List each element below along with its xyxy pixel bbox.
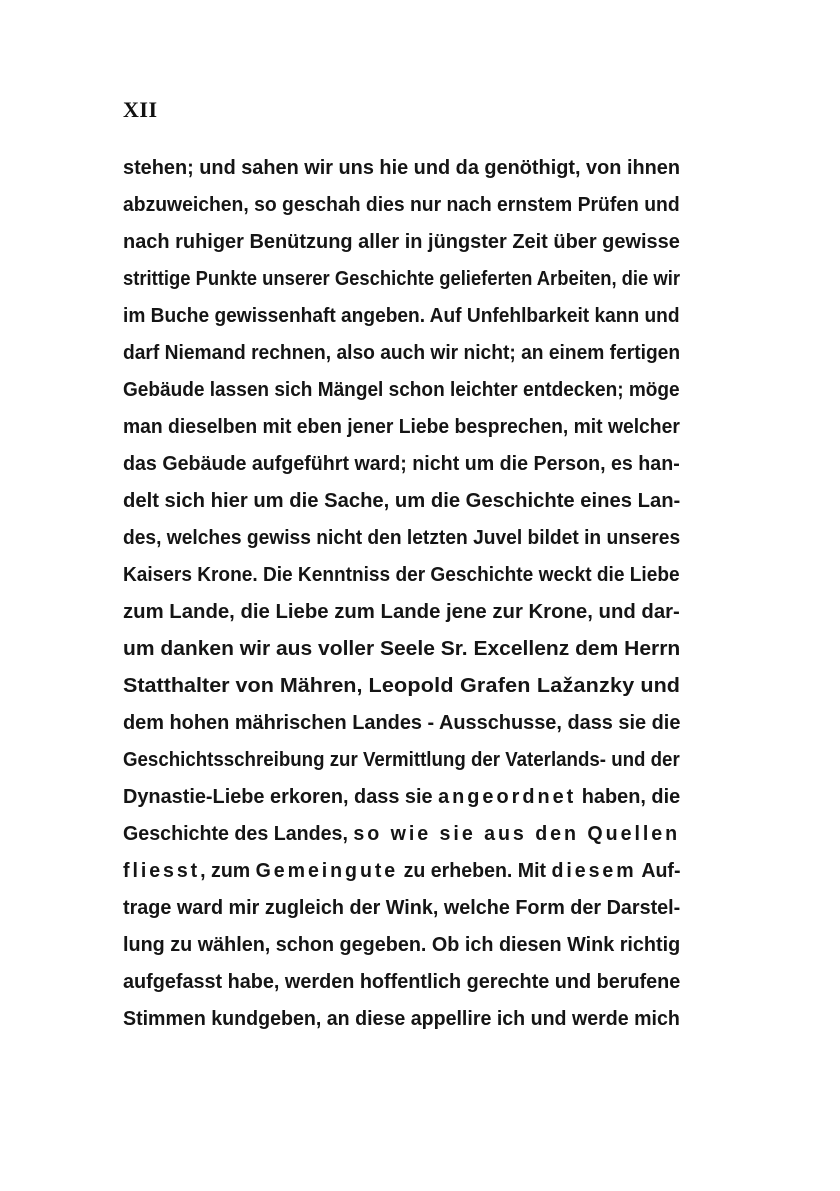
text-line: darf Niemand rechnen, also auch wir nicht; an einem fertigen [123, 342, 681, 364]
text-line: nach ruhiger Benützung aller in jüngster Zeit über gewisse [123, 231, 680, 253]
line-segment: und [634, 675, 680, 697]
line-segment: Statthalter von Mähren, [123, 675, 369, 697]
line-segment: , zum [200, 860, 256, 882]
text-line: man dieselben mit eben jener Liebe besprechen, mit welcher [123, 416, 680, 438]
text-line-spaced [123, 779, 680, 816]
text-line: trage ward mir zugleich der Wink, welche Form der Darstel- [123, 897, 681, 919]
text-line: des, welches gewiss nicht den letzten Juvel bildet in unseres [123, 527, 681, 549]
person-name: Leopold Grafen Lažanzky [368, 675, 635, 697]
line-segment: Dynastie-Liebe erkoren, dass sie [123, 786, 439, 808]
text-line: strittige Punkte unserer Geschichte gelieferten Arbeiten, die wir [123, 268, 681, 290]
emphasis-spaced: Gemeingute [255, 860, 399, 882]
text-line: das Gebäude aufgeführt ward; nicht um die Person, es han- [123, 453, 680, 475]
text-line: dem hohen mährischen Landes - Ausschusse, dass sie die [123, 712, 681, 734]
line-segment: zu erheben. Mit [398, 860, 552, 882]
text-line: um danken wir aus voller Seele Sr. Excellenz dem Herrn [123, 638, 681, 660]
text-line: Geschichtsschreibung zur Vermittlung der Vaterlands- und der [123, 749, 680, 771]
text-line-with-name [123, 668, 680, 705]
body-text [123, 150, 680, 1038]
text-line: lung zu wählen, schon gegeben. Ob ich diesen Wink richtig [123, 934, 681, 956]
text-line-spaced [123, 853, 680, 890]
text-line: delt sich hier um die Sache, um die Geschichte eines Lan- [123, 490, 681, 512]
line-segment: Auf- [636, 860, 681, 882]
text-line: stehen; und sahen wir uns hie und da genöthigt, von ihnen [123, 157, 680, 179]
emphasis-spaced: angeordnet [438, 786, 577, 808]
text-line: im Buche gewissenhaft angeben. Auf Unfehlbarkeit kann und [123, 305, 680, 327]
line-segment: Geschichte des Landes, [123, 823, 354, 845]
text-line: abzuweichen, so geschah dies nur nach ernstem Prüfen und [123, 194, 680, 216]
emphasis-spaced: fliesst [123, 860, 201, 882]
emphasis-spaced: diesem [551, 860, 637, 882]
line-segment: haben, die [576, 786, 681, 808]
emphasis-spaced: so wie sie aus den Quellen [353, 823, 681, 845]
text-line-spaced [123, 816, 680, 853]
text-line: aufgefasst habe, werden hoffentlich gerechte und berufene [123, 971, 681, 993]
text-line: Stimmen kundgeben, an diese appellire ich und werde mich [123, 1008, 680, 1030]
text-line: zum Lande, die Liebe zum Lande jene zur Krone, und dar- [123, 601, 680, 623]
text-line: Kaisers Krone. Die Kenntniss der Geschichte weckt die Liebe [123, 564, 680, 586]
page-number: XII [123, 97, 158, 122]
text-line: Gebäude lassen sich Mängel schon leichter entdecken; möge [123, 379, 680, 401]
